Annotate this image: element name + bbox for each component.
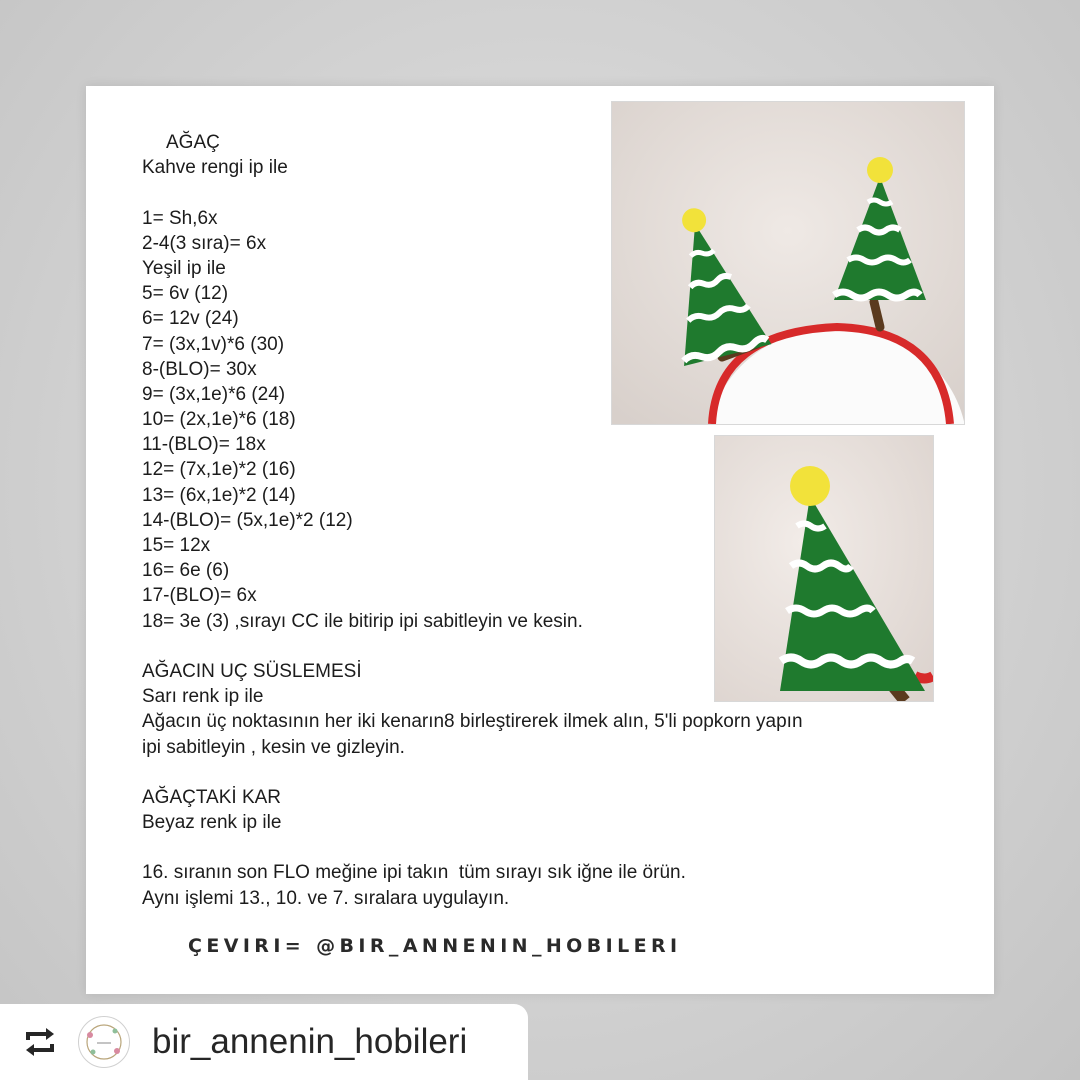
pattern-line: 16. sıranın son FLO meğine ipi takın tüm sırayı sık iğne ile örün. [142, 862, 686, 884]
pattern-line: 17-(BLO)= 6x [142, 585, 257, 607]
pattern-line: 9= (3x,1e)*6 (24) [142, 383, 286, 405]
section-title-snow: AĞAÇTAKİ KAR [142, 786, 282, 808]
pattern-line: Yeşil ip ile [142, 257, 226, 279]
pattern-line: Aynı işlemi 13., 10. ve 7. sıralara uygulayın. [142, 887, 510, 909]
translation-credit: ÇEVIRI= @BIR_ANNENIN_HOBILERI [188, 935, 682, 957]
headband-trees-photo [611, 101, 965, 425]
pattern-line: 18= 3e (3) ,sırayı CC ile bitirip ipi sabitleyin ve kesin. [142, 610, 583, 632]
pattern-line: 5= 6v (12) [142, 283, 229, 305]
pattern-line: 7= (3x,1v)*6 (30) [142, 333, 285, 355]
pattern-line: 13= (6x,1e)*2 (14) [142, 484, 296, 506]
section-title-tip: AĞACIN UÇ SÜSLEMESİ [142, 660, 362, 682]
section-title-tree: AĞAÇ [166, 132, 220, 153]
pattern-line: 16= 6e (6) [142, 560, 230, 582]
tree-closeup-photo [714, 435, 934, 702]
pattern-line: 10= (2x,1e)*6 (18) [142, 409, 296, 431]
pattern-line: Sarı renk ip ile [142, 686, 264, 708]
avatar[interactable] [78, 1016, 130, 1068]
pattern-line: 15= 12x [142, 535, 211, 556]
pattern-line: 8-(BLO)= 30x [142, 358, 257, 380]
wreath-logo-icon [79, 1017, 129, 1067]
pattern-line: Beyaz renk ip ile [142, 812, 282, 834]
pattern-line: Kahve rengi ip ile [142, 157, 288, 179]
pattern-line: Ağacın üç noktasının her iki kenarın8 birleştirerek ilmek alın, 5'li popkorn yapın [142, 711, 803, 733]
pattern-line: 14-(BLO)= (5x,1e)*2 (12) [142, 509, 353, 531]
pattern-line: 1= Sh,6x [142, 207, 218, 229]
pattern-card [86, 86, 994, 994]
pattern-line: ipi sabitleyin , kesin ve gizleyin. [142, 736, 405, 758]
pattern-line [142, 760, 942, 785]
repost-bar [0, 1004, 528, 1080]
pattern-line [142, 835, 942, 860]
pattern-line: 6= 12v (24) [142, 308, 239, 330]
pattern-line: 12= (7x,1e)*2 (16) [142, 459, 296, 481]
repost-icon[interactable] [20, 1022, 60, 1062]
pattern-line: 2-4(3 sıra)= 6x [142, 232, 267, 254]
pattern-line: 11-(BLO)= 18x [142, 434, 266, 456]
repost-username[interactable]: bir_annenin_hobileri [152, 1022, 468, 1061]
